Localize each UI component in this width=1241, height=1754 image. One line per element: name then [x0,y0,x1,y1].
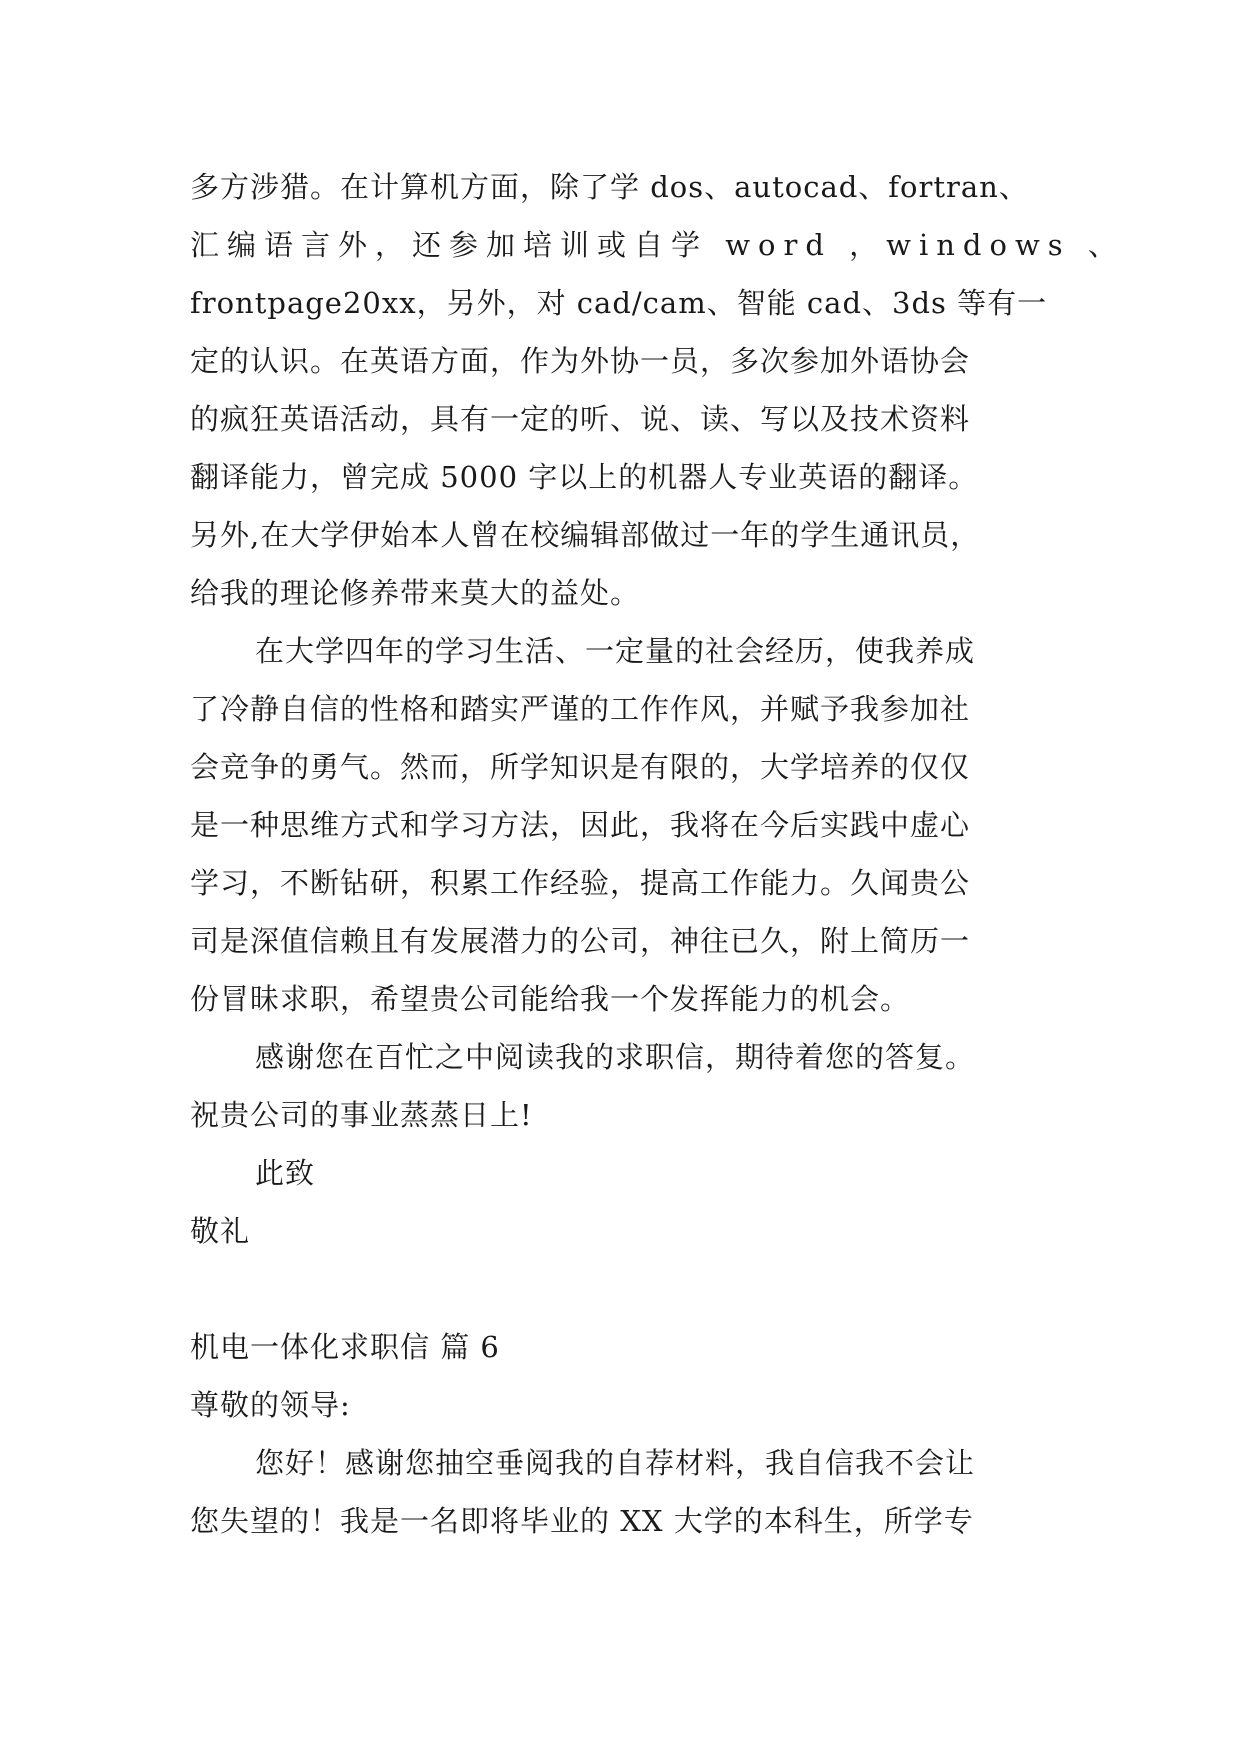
paragraph-line: 了冷静自信的性格和踏实严谨的工作作风，并赋予我参加社 [190,692,971,726]
paragraph-line: 在大学四年的学习生活、一定量的社会经历，使我养成 [255,634,976,668]
paragraph-line: 是一种思维方式和学习方法，因此，我将在今后实践中虚心 [190,808,971,842]
closing-regards: 敬礼 [190,1214,251,1248]
paragraph-line: 定的认识。在英语方面，作为外协一员，多次参加外语协会 [190,344,971,378]
section-heading: 机电一体化求职信 篇 6 [190,1330,500,1364]
paragraph-line: 份冒昧求职，希望贵公司能给我一个发挥能力的机会。 [190,982,911,1016]
paragraph-line: 另外,在大学伊始本人曾在校编辑部做过一年的学生通讯员， [190,518,981,552]
closing-salutation: 此致 [255,1156,316,1190]
paragraph-line: 祝贵公司的事业蒸蒸日上! [190,1098,533,1132]
paragraph-line: 汇编语言外，还参加培训或自学 word ，windows 、 [190,228,1125,262]
paragraph-line: 会竞争的勇气。然而，所学知识是有限的，大学培养的仅仅 [190,750,971,784]
paragraph-line: frontpage20xx，另外，对 cad/cam、智能 cad、3ds 等有一 [190,286,1048,320]
paragraph-line: 翻译能力，曾完成 5000 字以上的机器人专业英语的翻译。 [190,460,979,494]
greeting: 尊敬的领导: [190,1388,351,1422]
paragraph-line: 给我的理论修养带来莫大的益处。 [190,576,641,610]
paragraph-line: 的疯狂英语活动，具有一定的听、说、读、写以及技术资料 [190,402,971,436]
paragraph-line: 您好！感谢您抽空垂阅我的自荐材料，我自信我不会让 [255,1446,976,1480]
paragraph-line: 多方涉猎。在计算机方面，除了学 dos、autocad、fortran、 [190,170,1029,204]
paragraph-line: 学习，不断钻研，积累工作经验，提高工作能力。久闻贵公 [190,866,971,900]
paragraph-line: 您失望的！我是一名即将毕业的 XX 大学的本科生，所学专 [190,1504,974,1538]
paragraph-line: 司是深值信赖且有发展潜力的公司，神往已久，附上简历一 [190,924,971,958]
paragraph-line: 感谢您在百忙之中阅读我的求职信，期待着您的答复。 [255,1040,976,1074]
